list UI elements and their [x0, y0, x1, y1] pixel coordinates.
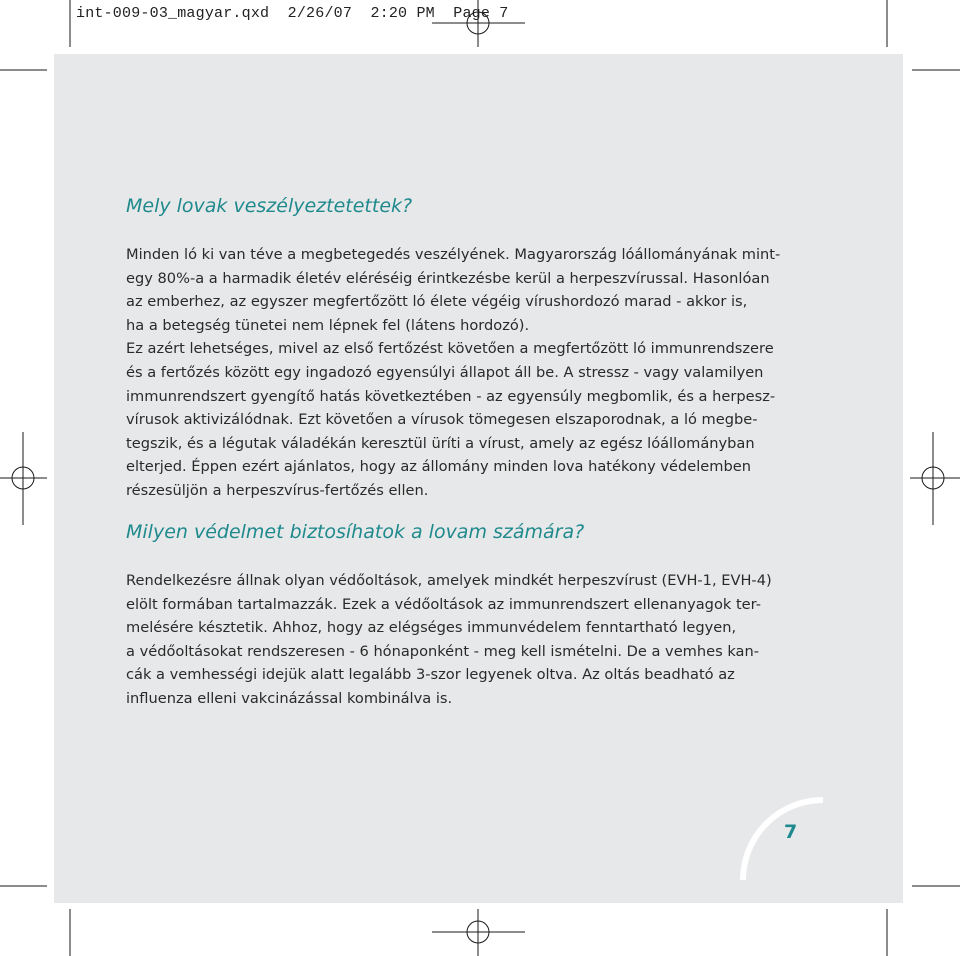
text-line: influenza elleni vakcinázással kombinálva is. — [126, 689, 453, 707]
text-line: ha a betegség tünetei nem lépnek fel (látens hordozó). — [126, 316, 530, 334]
text-line: tegszik, és a légutak váladékán keresztül üríti a vírust, amely az egész lóállományban — [126, 434, 755, 452]
text-line: az emberhez, az egyszer megfertőzött ló élete végéig vírushordozó marad - akkor is, — [126, 293, 748, 311]
text-line: egy 80%-a a harmadik életév eléréséig érintkezésbe kerül a herpeszvírussal. Hasonlóan — [126, 269, 770, 287]
text-line: melésére késztetik. Ahhoz, hogy az elégséges immunvédelem fenntartható legyen, — [126, 619, 737, 637]
section-heading-endangered-horses: Mely lovak veszélyeztetettek? — [126, 195, 413, 217]
text-line: Rendelkezésre állnak olyan védőoltások, amelyek mindkét herpeszvírust (EVH-1, EVH-4) — [126, 572, 772, 589]
page-number-arc — [737, 794, 827, 884]
text-line: Ez azért lehetséges, mivel az első fertőzést követően a megfertőzött ló immunrendszere — [126, 340, 774, 358]
page-area — [54, 54, 903, 903]
text-line: immunrendszert gyengítő hatás következtében - az egyensúly megbomlik, és a herpesz- — [126, 387, 776, 405]
text-line: elölt formában tartalmazzák. Ezek a védőoltások az immunrendszert ellenanyagok ter- — [126, 595, 761, 613]
text-line: Minden ló ki van téve a megbetegedés veszélyének. Magyarország lóállományának mint- — [126, 246, 781, 263]
registration-mark-icon — [432, 0, 525, 47]
section-body-endangered-horses — [126, 243, 826, 503]
section-body-protection — [126, 569, 826, 711]
page-number: 7 — [784, 821, 798, 843]
section-heading-protection: Milyen védelmet biztosíhatok a lovam számára? — [126, 521, 585, 543]
print-slug-line: int-009-03_magyar.qxd 2/26/07 2:20 PM Page 7 — [76, 5, 509, 22]
registration-mark-icon — [432, 909, 525, 956]
text-line: és a fertőzés között egy ingadozó egyensúlyi állapot áll be. A stressz - vagy valamilyen — [126, 363, 764, 381]
text-line: részesüljön a herpeszvírus-fertőzés ellen. — [126, 481, 429, 499]
registration-mark-icon — [910, 432, 960, 525]
registration-mark-icon — [0, 432, 47, 525]
text-line: a védőoltásokat rendszeresen - 6 hónaponként - meg kell ismételni. De a vemhes kan- — [126, 642, 760, 660]
text-line: vírusok aktivizálódnak. Ezt követően a vírusok tömegesen elszaporodnak, a ló megbe- — [126, 411, 758, 429]
text-line: elterjed. Éppen ezért ajánlatos, hogy az állomány minden lova hatékony védelemben — [126, 458, 751, 476]
text-line: cák a vemhességi idejük alatt legalább 3-szor legyenek oltva. Az oltás beadható az — [126, 666, 735, 684]
